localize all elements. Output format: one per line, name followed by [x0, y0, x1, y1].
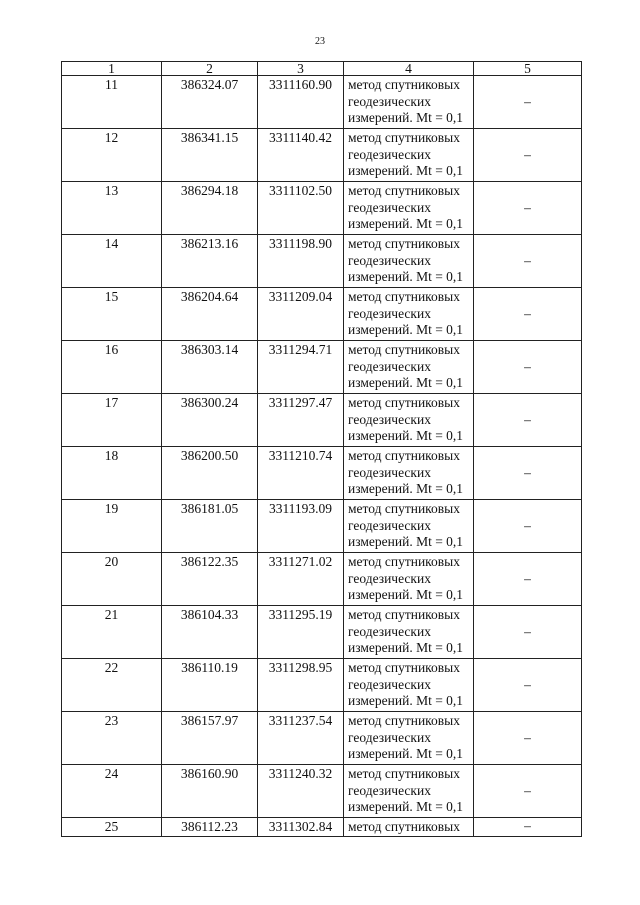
note-cell: – [474, 712, 582, 765]
method-line: метод спутниковых [348, 77, 460, 92]
y-coordinate-cell: 3311210.74 [258, 447, 344, 500]
method-line: геодезических [348, 464, 431, 480]
point-number-cell: 20 [62, 553, 162, 606]
x-coordinate-cell: 386104.33 [162, 606, 258, 659]
coordinates-table [61, 61, 582, 837]
note-cell: – [474, 76, 582, 129]
method-cell [344, 235, 474, 288]
x-coordinate-cell: 386204.64 [162, 288, 258, 341]
note-cell: – [474, 341, 582, 394]
note-cell: – [474, 500, 582, 553]
note-cell: – [474, 659, 582, 712]
method-line: измерений. Mt = 0,1 [348, 163, 464, 178]
method-line: измерений. Mt = 0,1 [348, 640, 464, 655]
y-coordinate-cell: 3311298.95 [258, 659, 344, 712]
y-coordinate-cell: 3311294.71 [258, 341, 344, 394]
method-line: метод спутниковых [348, 766, 460, 781]
point-number-cell: 17 [62, 394, 162, 447]
y-coordinate-cell: 3311237.54 [258, 712, 344, 765]
note-cell: – [474, 235, 582, 288]
method-cell [344, 182, 474, 235]
table-header-row [62, 62, 582, 76]
method-cell [344, 712, 474, 765]
method-line: метод спутниковых [348, 236, 460, 251]
method-cell [344, 76, 474, 129]
note-cell: – [474, 288, 582, 341]
x-coordinate-cell: 386200.50 [162, 447, 258, 500]
table-row [62, 447, 582, 500]
method-line: геодезических [348, 199, 431, 215]
point-number-cell: 19 [62, 500, 162, 553]
x-coordinate-cell: 386157.97 [162, 712, 258, 765]
table-row [62, 818, 582, 837]
method-line: геодезических [348, 782, 431, 798]
method-line: метод спутниковых [348, 660, 460, 675]
point-number-cell: 12 [62, 129, 162, 182]
header-col-2: 2 [162, 62, 258, 76]
x-coordinate-cell: 386122.35 [162, 553, 258, 606]
method-line: измерений. Mt = 0,1 [348, 534, 464, 549]
y-coordinate-cell: 3311102.50 [258, 182, 344, 235]
point-number-cell: 24 [62, 765, 162, 818]
header-col-5: 5 [474, 62, 582, 76]
method-line: измерений. Mt = 0,1 [348, 375, 464, 390]
y-coordinate-cell: 3311240.32 [258, 765, 344, 818]
x-coordinate-cell: 386324.07 [162, 76, 258, 129]
x-coordinate-cell: 386294.18 [162, 182, 258, 235]
method-line: измерений. Mt = 0,1 [348, 322, 464, 337]
method-line: геодезических [348, 729, 431, 745]
method-line: метод спутниковых [348, 607, 460, 622]
point-number-cell: 22 [62, 659, 162, 712]
method-line: геодезических [348, 358, 431, 374]
table-row [62, 394, 582, 447]
table-row [62, 500, 582, 553]
x-coordinate-cell: 386341.15 [162, 129, 258, 182]
table-body [62, 76, 582, 837]
table-row [62, 659, 582, 712]
note-cell: – [474, 765, 582, 818]
point-number-cell: 16 [62, 341, 162, 394]
method-line: метод спутниковых [348, 395, 460, 410]
point-number-cell: 18 [62, 447, 162, 500]
method-line: измерений. Mt = 0,1 [348, 587, 464, 602]
page-number: 23 [315, 36, 325, 47]
method-cell [344, 341, 474, 394]
point-number-cell: 23 [62, 712, 162, 765]
method-line: измерений. Mt = 0,1 [348, 693, 464, 708]
method-cell [344, 553, 474, 606]
table-row [62, 129, 582, 182]
method-cell [344, 394, 474, 447]
y-coordinate-cell: 3311140.42 [258, 129, 344, 182]
method-line: геодезических [348, 623, 431, 639]
method-line: измерений. Mt = 0,1 [348, 110, 464, 125]
note-cell: – [474, 606, 582, 659]
table-row [62, 288, 582, 341]
note-cell: – [474, 447, 582, 500]
x-coordinate-cell: 386112.23 [162, 818, 258, 837]
point-number-cell: 21 [62, 606, 162, 659]
note-cell: – [474, 182, 582, 235]
table-row [62, 765, 582, 818]
method-cell [344, 288, 474, 341]
y-coordinate-cell: 3311297.47 [258, 394, 344, 447]
y-coordinate-cell: 3311193.09 [258, 500, 344, 553]
method-line: метод спутниковых [348, 501, 460, 516]
note-cell: – [474, 818, 582, 837]
table-row [62, 712, 582, 765]
table-row [62, 182, 582, 235]
table-row [62, 606, 582, 659]
y-coordinate-cell: 3311209.04 [258, 288, 344, 341]
y-coordinate-cell: 3311295.19 [258, 606, 344, 659]
method-cell [344, 447, 474, 500]
point-number-cell: 14 [62, 235, 162, 288]
y-coordinate-cell: 3311160.90 [258, 76, 344, 129]
method-line: геодезических [348, 517, 431, 533]
method-line: метод спутниковых [348, 130, 460, 145]
x-coordinate-cell: 386213.16 [162, 235, 258, 288]
point-number-cell: 13 [62, 182, 162, 235]
method-line: измерений. Mt = 0,1 [348, 799, 464, 814]
method-line: геодезических [348, 411, 431, 427]
method-cell [344, 765, 474, 818]
note-cell: – [474, 553, 582, 606]
method-line: измерений. Mt = 0,1 [348, 269, 464, 284]
header-col-3: 3 [258, 62, 344, 76]
method-line: измерений. Mt = 0,1 [348, 746, 464, 761]
table-row [62, 76, 582, 129]
y-coordinate-cell: 3311302.84 [258, 818, 344, 837]
method-cell [344, 500, 474, 553]
method-line: измерений. Mt = 0,1 [348, 481, 464, 496]
method-line: метод спутниковых [348, 448, 460, 463]
method-line: измерений. Mt = 0,1 [348, 216, 464, 231]
table-row [62, 341, 582, 394]
method-line: метод спутниковых [348, 289, 460, 304]
method-line: геодезических [348, 252, 431, 268]
method-cell [344, 129, 474, 182]
y-coordinate-cell: 3311198.90 [258, 235, 344, 288]
header-col-4: 4 [344, 62, 474, 76]
x-coordinate-cell: 386160.90 [162, 765, 258, 818]
method-cell [344, 659, 474, 712]
x-coordinate-cell: 386300.24 [162, 394, 258, 447]
method-line: метод спутниковых [348, 819, 460, 834]
method-line: метод спутниковых [348, 342, 460, 357]
method-cell [344, 818, 474, 837]
method-line: геодезических [348, 305, 431, 321]
method-line: метод спутниковых [348, 554, 460, 569]
header-col-1: 1 [62, 62, 162, 76]
method-line: измерений. Mt = 0,1 [348, 428, 464, 443]
x-coordinate-cell: 386110.19 [162, 659, 258, 712]
method-line: метод спутниковых [348, 183, 460, 198]
note-cell: – [474, 129, 582, 182]
point-number-cell: 25 [62, 818, 162, 837]
table-row [62, 553, 582, 606]
y-coordinate-cell: 3311271.02 [258, 553, 344, 606]
method-line: метод спутниковых [348, 713, 460, 728]
x-coordinate-cell: 386303.14 [162, 341, 258, 394]
method-cell [344, 606, 474, 659]
method-line: геодезических [348, 146, 431, 162]
x-coordinate-cell: 386181.05 [162, 500, 258, 553]
table-row [62, 235, 582, 288]
method-line: геодезических [348, 676, 431, 692]
method-line: геодезических [348, 93, 431, 109]
note-cell: – [474, 394, 582, 447]
point-number-cell: 15 [62, 288, 162, 341]
method-line: геодезических [348, 570, 431, 586]
point-number-cell: 11 [62, 76, 162, 129]
